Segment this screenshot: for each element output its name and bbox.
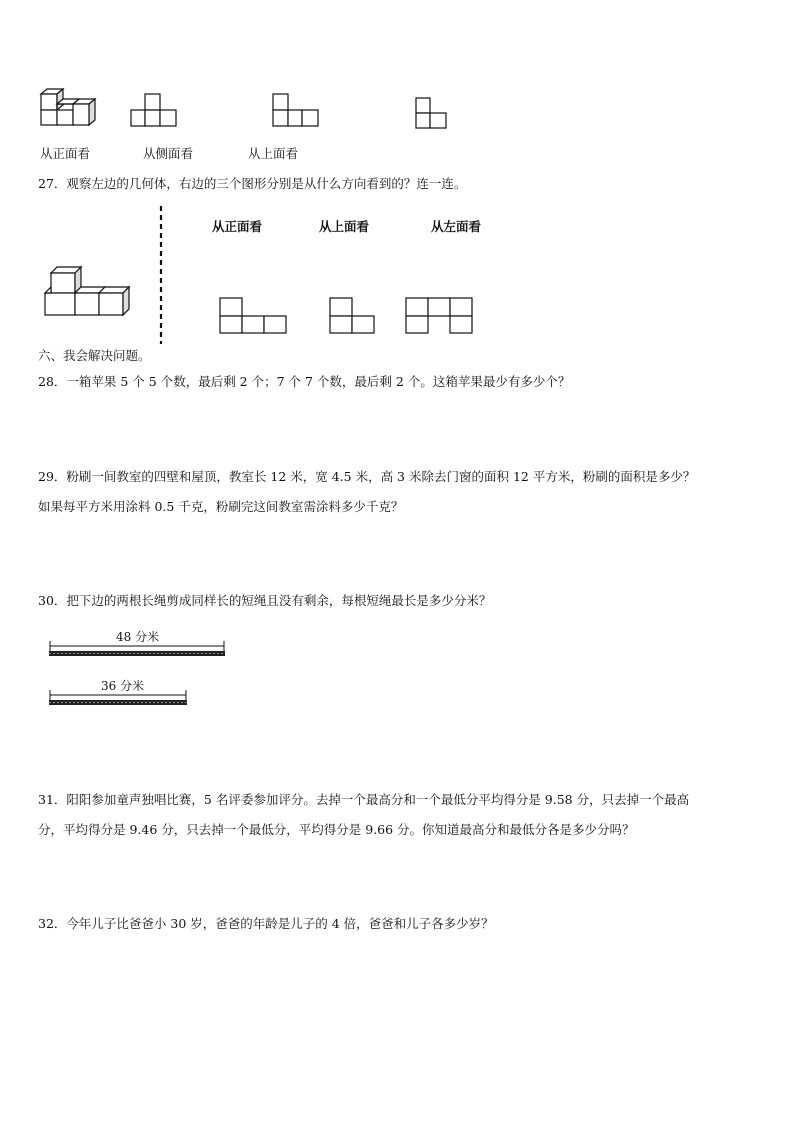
q30-rope-1-label: 48 分米 — [116, 630, 160, 644]
q27-dashed-divider — [158, 206, 164, 346]
q27-view-a — [219, 297, 289, 335]
q27-view-label-top: 从上面看 — [319, 219, 370, 234]
q27-text: 27．观察左边的几何体，右边的三个图形分别是从什么方向看到的？连一连。 — [38, 176, 467, 191]
q27-view-label-left: 从左面看 — [431, 219, 482, 234]
q30-rope-1 — [48, 640, 228, 658]
q30-text: 30．把下边的两根长绳剪成同样长的短绳且没有剩余，每根短绳最长是多少分米？ — [38, 593, 492, 608]
q30-rope-2 — [48, 689, 190, 707]
q26-label-front: 从正面看 — [40, 146, 91, 161]
q27-view-c — [405, 297, 475, 335]
q31-line-2: 分，平均得分是 9.46 分，只去掉一个最低分，平均得分是 9.66 分。你知道最高分和最低分各是多少分吗？ — [38, 822, 635, 837]
q31-line-1: 31．阳阳参加童声独唱比赛，5 名评委参加评分。去掉一个最高分和一个最低分平均得分是 9.58 分，只去掉一个最高 — [38, 792, 690, 807]
q27-top-cube — [51, 267, 81, 293]
q27-bottom-right-cube — [99, 287, 129, 315]
q30-rope-2-label: 36 分米 — [101, 679, 145, 693]
q26-label-top: 从上面看 — [248, 146, 299, 161]
q26-view-2 — [272, 93, 320, 127]
q29-line-1: 29．粉刷一间教室的四壁和屋顶，教室长 12 米，宽 4.5 米，高 3 米除去门窗的面积 12 平方米，粉刷的面积是多少？ — [38, 469, 696, 484]
q26-solid-back-top-cube — [41, 89, 63, 110]
section-6-title: 六、我会解决问题。 — [38, 348, 151, 363]
q26-solid-figure — [36, 84, 100, 130]
q26-view-3 — [415, 97, 449, 131]
q32-text: 32．今年儿子比爸爸小 30 岁，爸爸的年龄是儿子的 4 倍，爸爸和儿子各多少岁？ — [38, 916, 494, 931]
q29-line-2: 如果每平方米用涂料 0.5 千克，粉刷完这间教室需涂料多少千克？ — [38, 499, 404, 514]
q27-solid-figure — [42, 264, 140, 318]
q27-view-b — [329, 297, 377, 335]
q27-view-label-front: 从正面看 — [212, 219, 263, 234]
q28-text: 28．一箱苹果 5 个 5 个数，最后剩 2 个；7 个 7 个数，最后剩 2 个。这箱苹果最少有多少个？ — [38, 374, 571, 389]
q26-label-side: 从侧面看 — [143, 146, 194, 161]
q26-view-1 — [130, 93, 178, 127]
